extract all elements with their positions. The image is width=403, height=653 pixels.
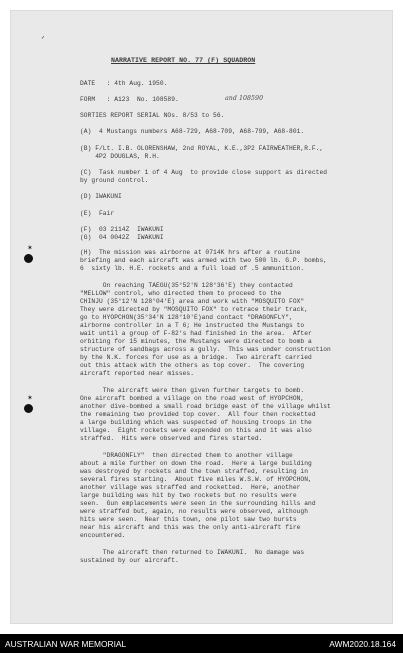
para-4-line: seen. Gun emplacements were seen in the surrounding hills and bbox=[80, 500, 316, 507]
document-title: NARRATIVE REPORT NO. 77 (F) SQUADRON bbox=[111, 57, 256, 64]
para-h-line: briefing and each aircraft was armed with two 500 lb. G.P. bombs, bbox=[80, 257, 328, 264]
para-2-line: CHINJU (35°12'N 128°04'E) area and work with "MOSQUITO FOX" bbox=[80, 298, 305, 305]
para-5-line: The aircraft then returned to IWAKUNI. No damage was bbox=[80, 549, 305, 556]
para-2-line: aircraft reported near misses. bbox=[80, 370, 195, 377]
punch-hole bbox=[24, 254, 33, 263]
para-h-line: 6 sixty lb. H.E. rockets and a full load of .5 ammunition. bbox=[80, 265, 305, 272]
item-e: (E) Fair bbox=[80, 210, 115, 217]
para-4-line: another village was straffed and rocketted. Here, another bbox=[80, 484, 301, 491]
form-line: FORM : A123 No. 108589. bbox=[80, 96, 179, 103]
form-handwritten-note: and 108590 bbox=[225, 95, 264, 102]
item-d: (D) IWAKUNI bbox=[80, 193, 122, 200]
para-2-line: orbiting for 15 minutes, the Mustangs were directed to bomb a bbox=[80, 338, 312, 345]
item-g: (G) 04 0042Z IWAKUNI bbox=[80, 234, 164, 241]
para-3-line: the remaining two provided top cover. All four then rocketted bbox=[80, 411, 316, 418]
item-c-line-1: (C) Task number 1 of 4 Aug to provide close support as directed bbox=[80, 169, 328, 176]
item-a: (A) 4 Mustangs numbers A68-729, A68-709, A68-799, A68-801. bbox=[80, 128, 305, 135]
item-c-line-2: by ground control. bbox=[80, 177, 149, 184]
para-5-line: sustained by our aircraft. bbox=[80, 557, 179, 564]
para-4-line: large building was hit by two rockets but no results were bbox=[80, 492, 297, 499]
para-3-line: The aircraft were then given further targets to bomb. bbox=[80, 387, 305, 394]
para-4-line: encountered. bbox=[80, 532, 126, 539]
para-2-line: by the N.K. forces for use as a bridge. Two aircraft carried bbox=[80, 354, 312, 361]
para-3-line: a large building which was suspected of housing troops in the bbox=[80, 419, 312, 426]
footer-source: AUSTRALIAN WAR MEMORIAL bbox=[5, 639, 127, 649]
para-4-line: were straffed but, again, no results were observed, although bbox=[80, 508, 309, 515]
para-4-line: was destroyed by rockets and the town straffed, resulting in bbox=[80, 468, 309, 475]
item-b-line-2: 4P2 DOUGLAS, R.H. bbox=[80, 153, 160, 160]
para-2-line: go to HYOPCHON(35°34'N 128°10'E)and contact "DRAGONFLY", bbox=[80, 314, 293, 321]
footer-bar bbox=[0, 634, 403, 653]
sorties-line: SORTIES REPORT SERIAL NOs. 8/53 to 56. bbox=[80, 112, 225, 119]
para-4-line: several fires starting. About five miles W.S.W. of HYOPCHON, bbox=[80, 476, 312, 483]
para-4-line: hits were seen. Near this town, one pilot saw two bursts bbox=[80, 516, 297, 523]
item-b-line-1: (B) F/Lt. I.B. OLORENSHAW, 2nd ROYAL, K.E.,3P2 FAIRWEATHER,R.F., bbox=[80, 145, 324, 152]
para-3-line: village. Eight rockets were expended on this and it was also bbox=[80, 427, 312, 434]
para-2-line: "MELLOW" control, who directed them to proceed to the bbox=[80, 290, 282, 297]
para-4-line: near his aircraft and this was the only anti-aircraft fire bbox=[80, 524, 301, 531]
para-2-line: They were directed by "MOSQUITO FOX" to retrace their track, bbox=[80, 306, 309, 313]
para-4-line: "DRAGONFLY" then directed them to another village bbox=[80, 452, 293, 459]
item-f: (F) 03 2114Z IWAKUNI bbox=[80, 226, 164, 233]
footer-accession-number: AWM2020.18.164 bbox=[329, 639, 396, 649]
para-3-line: another dive-bombed a small road bridge east of the village whilst bbox=[80, 403, 331, 410]
para-4-line: about a mile further on down the road. Here a large building bbox=[80, 460, 312, 467]
para-h-line: (H) The mission was airborne at 0714K hrs after a routine bbox=[80, 249, 301, 256]
para-2-line: out this attack with the others as top cover. The covering bbox=[80, 362, 305, 369]
date-line: DATE : 4th Aug. 1950. bbox=[80, 80, 168, 87]
para-2-line: wait until a group of F-82's had finished in the area. After bbox=[80, 330, 312, 337]
tick-mark-icon: ✶ bbox=[27, 244, 33, 252]
punch-hole bbox=[24, 404, 33, 413]
pencil-mark-icon: ✓ bbox=[41, 35, 46, 41]
para-3-line: straffed. Hits were observed and fires started. bbox=[80, 435, 263, 442]
para-2-line: structure of sandbags across a gully. This was under construction bbox=[80, 346, 331, 353]
document-content bbox=[20, 10, 403, 624]
document-paper bbox=[10, 10, 393, 624]
para-3-line: One aircraft bombed a village on the road west of HYOPCHON, bbox=[80, 395, 305, 402]
tick-mark-icon: ✶ bbox=[27, 394, 33, 402]
para-2-line: On reaching TAEGU(35°52'N 128°36'E) they contacted bbox=[80, 282, 293, 289]
para-2-line: airborne controller in a T 6; He instructed the Mustangs to bbox=[80, 322, 305, 329]
